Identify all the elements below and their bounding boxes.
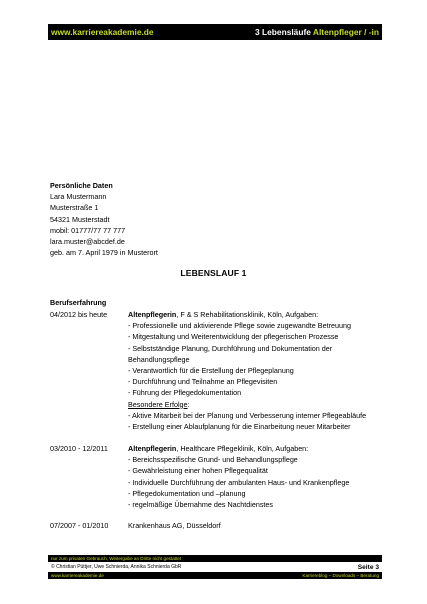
success-colon: : [187, 399, 190, 409]
personal-birth: geb. am 7. April 1979 in Musterort [50, 248, 158, 258]
footer-website[interactable]: www.karriereakademie.de [51, 573, 104, 578]
entry-date: 07/2007 - 01/2010 [50, 521, 109, 530]
entry-task: - Gewährleistung einer hohen Pflegequalität [128, 466, 268, 476]
success-heading [128, 399, 382, 410]
header-doc-title-prefix: 3 Lebensläufe [255, 27, 313, 37]
entry-date: 04/2012 bis heute [50, 310, 108, 319]
personal-street: Musterstraße 1 [50, 203, 99, 213]
entry-employer: , F & S Rehabilitationsklinik, Köln, Aufgaben: [176, 310, 319, 319]
entry-task: - Pflegedokumentation und –planung [128, 488, 246, 498]
entry-position: Altenpflegerin [128, 444, 177, 453]
footer-tagline: Karriereblog – Downloads – Beratung [302, 573, 379, 578]
entry-title [128, 443, 382, 454]
footer-usage-note: nur zum privaten Gebrauch, Weitergabe an Dritte nicht gestattet [48, 555, 382, 562]
entry-position: Altenpflegerin [128, 310, 177, 319]
entry-employer: Krankenhaus AG, Düsseldorf [128, 521, 221, 530]
entry-task: - regelmäßige Übernahme des Nachtdienstes [128, 500, 274, 510]
personal-email: lara.muster@abcdef.de [50, 237, 125, 247]
footer-bottom-bar [48, 572, 382, 579]
entry-success: - Aktive Mitarbeit bei der Planung und Verbesserung interner Pflegeabläufe [128, 410, 367, 420]
header-bar [48, 24, 382, 40]
success-label: Besondere Erfolge [128, 399, 188, 409]
entry-task: - Selbstständige Planung, Durchführung und Dokumentation der [128, 343, 333, 353]
footer-copyright: © Christian Püttjer, Uwe Schnierda, Annika Schnierda GbR [51, 564, 182, 570]
experience-heading: Berufserfahrung [50, 298, 107, 307]
entry-task: - Bereichsspezifische Grund- und Behandlungspflege [128, 455, 298, 465]
footer-copyright-row [48, 563, 382, 571]
header-doc-title [255, 27, 379, 37]
entry-task: - Verantwortlich für die Erstellung der Pflegeplanung [128, 366, 294, 376]
personal-data-section [50, 180, 350, 258]
personal-name: Lara Mustermann [50, 192, 107, 202]
entry-body [128, 309, 382, 432]
entry-task: - Durchführung und Teilnahme an Pflegevisiten [128, 377, 278, 387]
page-number: Seite 3 [357, 563, 379, 571]
personal-mobile: mobil: 01777/77 77 777 [50, 225, 126, 235]
personal-heading: Persönliche Daten [50, 181, 113, 190]
entry-title [128, 309, 382, 320]
entry-success: - Erstellung einer Ablaufplanung für die Einarbeitung neuer Mitarbeiter [128, 422, 351, 432]
entry-date: 03/2010 - 12/2011 [50, 444, 108, 453]
cv-title: LEBENSLAUF 1 [180, 268, 247, 278]
entry-employer: , Healthcare Pflegeklinik, Köln, Aufgaben: [176, 444, 309, 453]
personal-city: 54321 Musterstadt [50, 214, 110, 224]
entry-task: Behandlungspflege [128, 354, 190, 364]
header-website[interactable]: www.karriereakademie.de [51, 27, 154, 37]
entry-task: - Professionelle und aktivierende Pflege sowie zugewandte Betreuung [128, 321, 351, 331]
entry-task: - Führung der Pflegedokumentation [128, 388, 242, 398]
entry-body [128, 520, 382, 531]
entry-body [128, 443, 382, 510]
header-doc-title-accent: Altenpfleger / -in [312, 27, 379, 37]
entry-task: - Mitgestaltung und Weiterentwicklung der pflegerischen Prozesse [128, 332, 339, 342]
entry-task: - Individuelle Durchführung der ambulanten Haus- und Krankenpflege [128, 477, 350, 487]
